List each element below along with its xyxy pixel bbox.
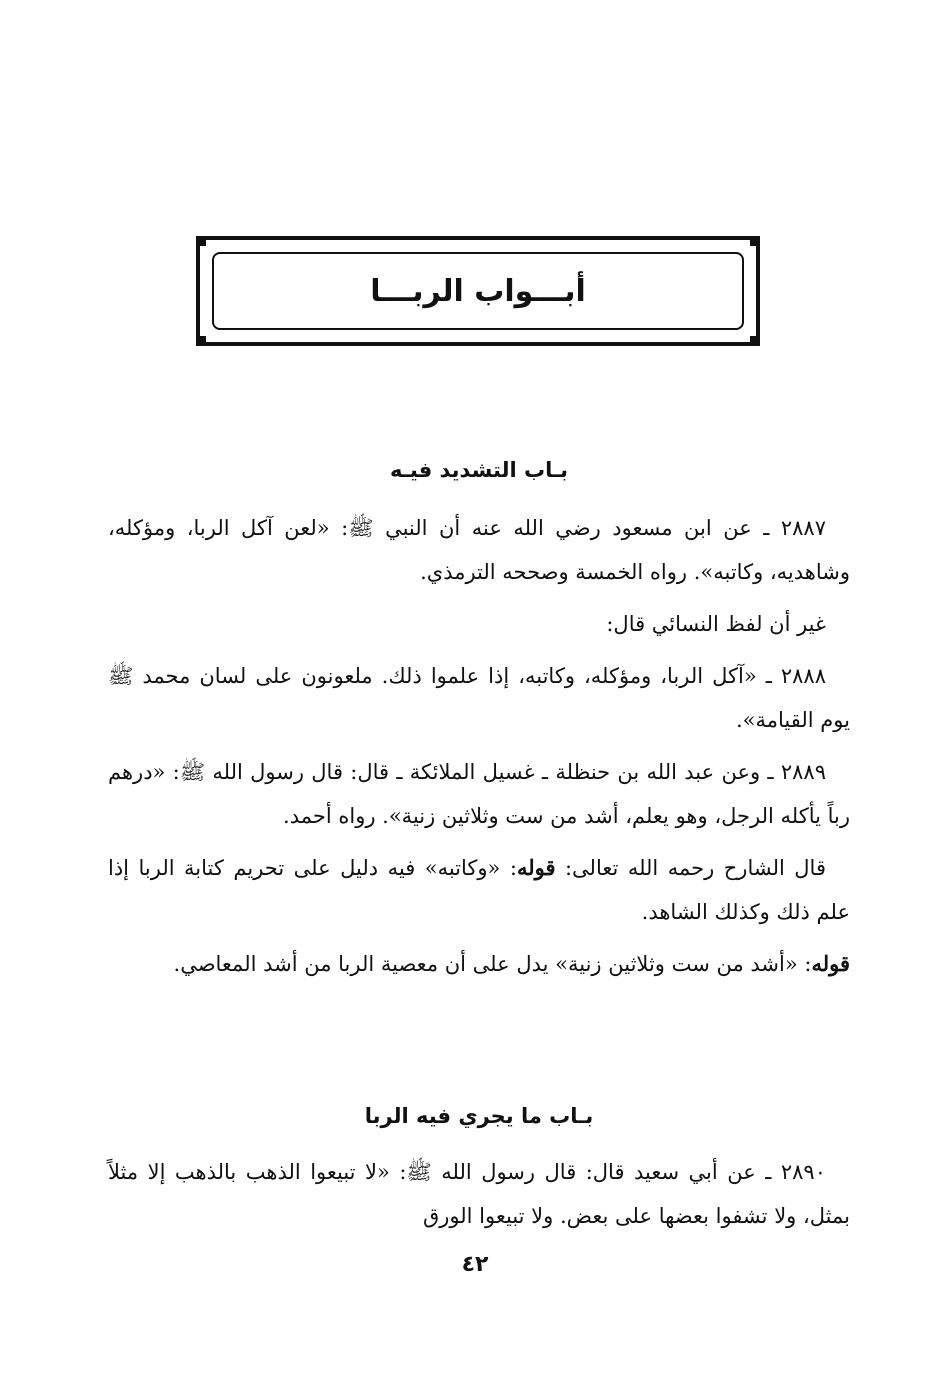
frame-corner-ornament (750, 336, 760, 346)
nasai-note: غير أن لفظ النسائي قال: (606, 612, 826, 636)
frame-corner-ornament (196, 236, 206, 246)
hadith-2887: ٢٨٨٧ ـ عن ابن مسعود رضي الله عنه أن النبي ﷺ: «لعن آكل الربا، ومؤكله، وشاهديه، وكاتبه». رواه الخمسة وصححه الترمذي. (108, 516, 850, 584)
commentary-text: : «وكاتبه» فيه دليل على تحريم كتابة الربا إذا علم ذلك وكذلك الشاهد. (108, 856, 850, 924)
section-heading-riba-items: بـاب ما يجري فيه الربا (364, 1104, 594, 1128)
qawluhu-label: قوله (811, 951, 850, 976)
commentary-paragraph-1 (108, 846, 850, 934)
section-body-severity (108, 506, 850, 986)
section-heading-severity: بـاب التشديد فيـه (389, 458, 569, 482)
chapter-title: أبـــواب الربـــا (370, 274, 586, 309)
qawluhu-label: قوله (516, 855, 556, 880)
hadith-2888: ٢٨٨٨ ـ «آكل الربا، ومؤكله، وكاتبه، إذا علموا ذلك. ملعونون على لسان محمد ﷺ يوم القيامة». (108, 664, 850, 732)
commentary-text: : «أشد من ست وثلاثين زنية» يدل على أن معصية الربا من أشد المعاصي. (173, 952, 812, 976)
frame-corner-ornament (750, 236, 760, 246)
commentary-intro: قال الشارح رحمه الله تعالى: (555, 856, 826, 880)
hadith-2890: ٢٨٩٠ ـ عن أبي سعيد قال: قال رسول الله ﷺ: «لا تبيعوا الذهب بالذهب إلا مثلاً بمثل، ولا تشفوا بعضها على بعض. ولا تبيعوا الورق (108, 1160, 850, 1228)
chapter-title-frame (196, 236, 760, 346)
hadith-2889: ٢٨٨٩ ـ وعن عبد الله بن حنظلة ـ غسيل الملائكة ـ قال: قال رسول الله ﷺ: «درهم رباً يأكله الرجل، وهو يعلم، أشد من ست وثلاثين زنية». رواه أحمد. (108, 760, 850, 828)
section-body-riba-items (108, 1150, 850, 1238)
frame-corner-ornament (196, 336, 206, 346)
commentary-paragraph-2 (108, 942, 850, 986)
page-number: ٤٢ (461, 1252, 489, 1277)
